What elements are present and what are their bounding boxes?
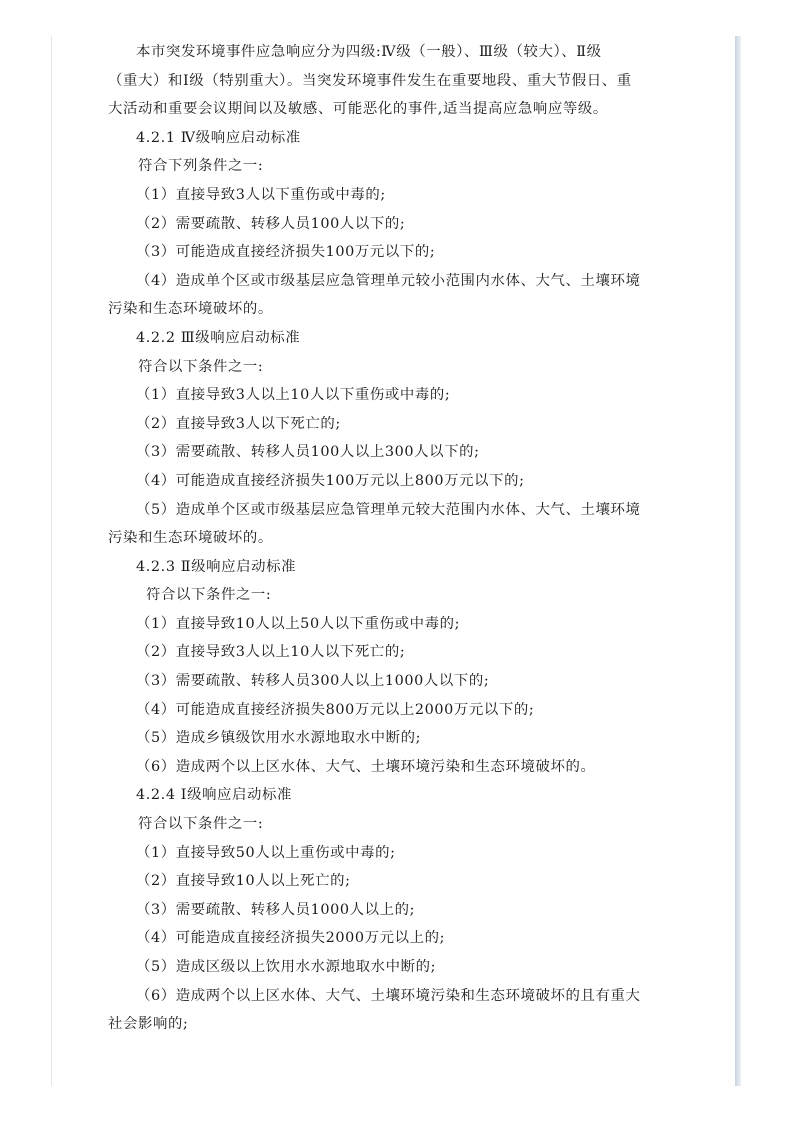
- text-line: 污染和生态环境破坏的。: [108, 530, 273, 547]
- text-line: （4）可能造成直接经济损失100万元以上800万元以下的;: [136, 472, 525, 489]
- text-line: （2）直接导致3人以下死亡的;: [136, 415, 341, 432]
- text-line: （3）可能造成直接经济损失100万元以下的;: [136, 244, 436, 261]
- text-line: 4.2.3 Ⅱ级响应启动标准: [136, 558, 297, 575]
- page-edge-shadow: [735, 36, 741, 1086]
- text-line: （1）直接导致50人以上重伤或中毒的;: [136, 844, 396, 861]
- text-line: 4.2.4 Ⅰ级响应启动标准: [136, 787, 293, 804]
- text-line: （4）可能造成直接经济损失800万元以上2000万元以下的;: [136, 701, 535, 718]
- text-line: （5）造成乡镇级饮用水水源地取水中断的;: [136, 730, 422, 747]
- text-line: （1）直接导致10人以上50人以下重伤或中毒的;: [136, 615, 461, 632]
- text-line: （3）需要疏散、转移人员100人以上300人以下的;: [136, 444, 480, 461]
- text-line: （重大）和Ⅰ级（特别重大）。当突发环境事件发生在重要地段、重大节假日、重: [108, 72, 632, 89]
- text-line: （3）需要疏散、转移人员1000人以上的;: [136, 901, 416, 918]
- text-line: （2）直接导致3人以上10人以下死亡的;: [136, 644, 406, 661]
- text-line: 社会影响的;: [108, 1016, 189, 1033]
- document-body: [108, 38, 668, 1039]
- text-line: 本市突发环境事件应急响应分为四级:Ⅳ级（一般）、Ⅲ级（较大）、Ⅱ级: [136, 44, 602, 60]
- text-line: 符合下列条件之一:: [138, 158, 264, 175]
- text-line: （2）直接导致10人以上死亡的;: [136, 873, 351, 890]
- text-line: 大活动和重要会议期间以及敏感、可能恶化的事件,适当提高应急响应等级。: [108, 101, 608, 118]
- text-line: （5）造成单个区或市级基层应急管理单元较大范围内水体、大气、土壤环境: [136, 501, 641, 518]
- left-margin-rule: [51, 36, 52, 1086]
- text-line: 4.2.1 Ⅳ级响应启动标准: [136, 129, 301, 146]
- text-line: 符合以下条件之一:: [138, 358, 264, 375]
- text-line: （4）造成单个区或市级基层应急管理单元较小范围内水体、大气、土壤环境: [136, 272, 641, 289]
- text-line: （6）造成两个以上区水体、大气、土壤环境污染和生态环境破坏的且有重大: [136, 987, 641, 1004]
- text-line: 符合以下条件之一:: [146, 587, 272, 604]
- text-line: （2）需要疏散、转移人员100人以下的;: [136, 215, 406, 232]
- text-line: （6）造成两个以上区水体、大气、土壤环境污染和生态环境破坏的。: [136, 758, 596, 775]
- text-line: 4.2.2 Ⅲ级响应启动标准: [136, 329, 301, 346]
- text-line: （1）直接导致3人以下重伤或中毒的;: [136, 186, 386, 203]
- text-line: 符合以下条件之一:: [138, 816, 264, 833]
- text-line: （1）直接导致3人以上10人以下重伤或中毒的;: [136, 387, 451, 404]
- text-line: （4）可能造成直接经济损失2000万元以上的;: [136, 930, 446, 947]
- text-line: （3）需要疏散、转移人员300人以上1000人以下的;: [136, 673, 490, 690]
- text-line: （5）造成区级以上饮用水水源地取水中断的;: [136, 959, 437, 975]
- text-line: 污染和生态环境破坏的。: [108, 301, 273, 318]
